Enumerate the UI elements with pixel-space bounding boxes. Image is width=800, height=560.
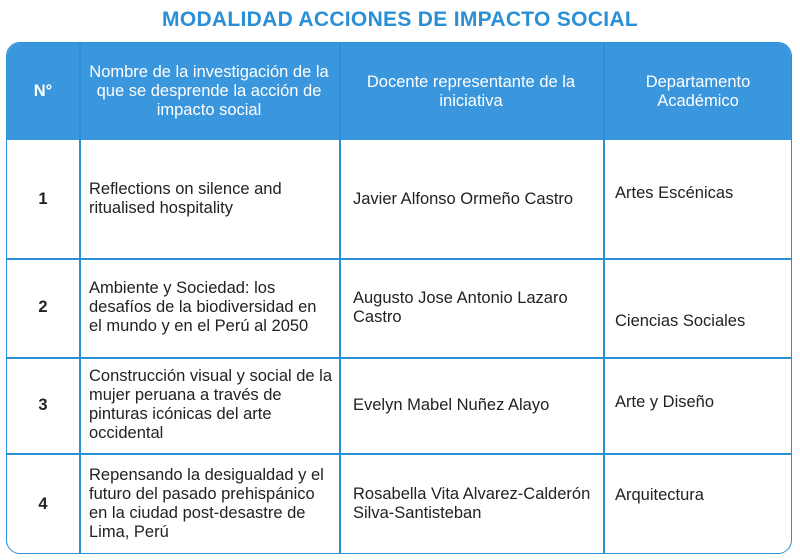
column-divider (339, 43, 341, 553)
row-department: Ciencias Sociales (615, 311, 746, 330)
table-row (7, 140, 791, 258)
row-department: Arte y Diseño (615, 392, 715, 411)
row-investigation: Repensando la desigualdad y el futuro del pasado prehispánico en la ciudad post-desastre de Lima, Perú (89, 466, 324, 541)
row-investigation: Reflections on silence and ritualised hospitality (89, 180, 282, 217)
row-divider (7, 453, 791, 455)
header-number: N° (33, 82, 53, 100)
row-teacher: Javier Alfonso Ormeño Castro (353, 189, 574, 208)
table-row (7, 357, 791, 453)
row-number: 2 (38, 298, 48, 316)
header-investigation: Nombre de la investigación de la que se desprende la acción de impacto social (89, 63, 329, 119)
row-investigation: Construcción visual y social de la mujer peruana a través de pinturas icónicas del arte occidental (89, 367, 333, 442)
row-department: Arquitectura (615, 485, 704, 504)
table-header (7, 43, 791, 140)
row-teacher: Augusto Jose Antonio Lazaro Castro (353, 288, 568, 326)
row-divider (7, 357, 791, 359)
page-title: MODALIDAD ACCIONES DE IMPACTO SOCIAL (162, 8, 638, 31)
row-department: Artes Escénicas (615, 183, 734, 202)
column-divider (603, 43, 605, 553)
header-department: Departamento Académico (645, 72, 751, 110)
row-teacher: Evelyn Mabel Nuñez Alayo (353, 395, 550, 414)
column-divider (79, 43, 81, 553)
header-teacher: Docente representante de la iniciativa (366, 72, 576, 110)
impact-table (6, 42, 792, 554)
row-divider (7, 258, 791, 260)
row-investigation: Ambiente y Sociedad: los desafíos de la biodiversidad en el mundo y en el Perú al 2050 (89, 279, 317, 335)
row-teacher: Rosabella Vita Alvarez-Calderón Silva-Santisteban (353, 485, 591, 522)
table-row (7, 258, 791, 357)
table-row (7, 453, 791, 554)
row-number: 3 (38, 395, 48, 414)
row-number: 4 (38, 494, 48, 513)
row-number: 1 (38, 189, 48, 208)
